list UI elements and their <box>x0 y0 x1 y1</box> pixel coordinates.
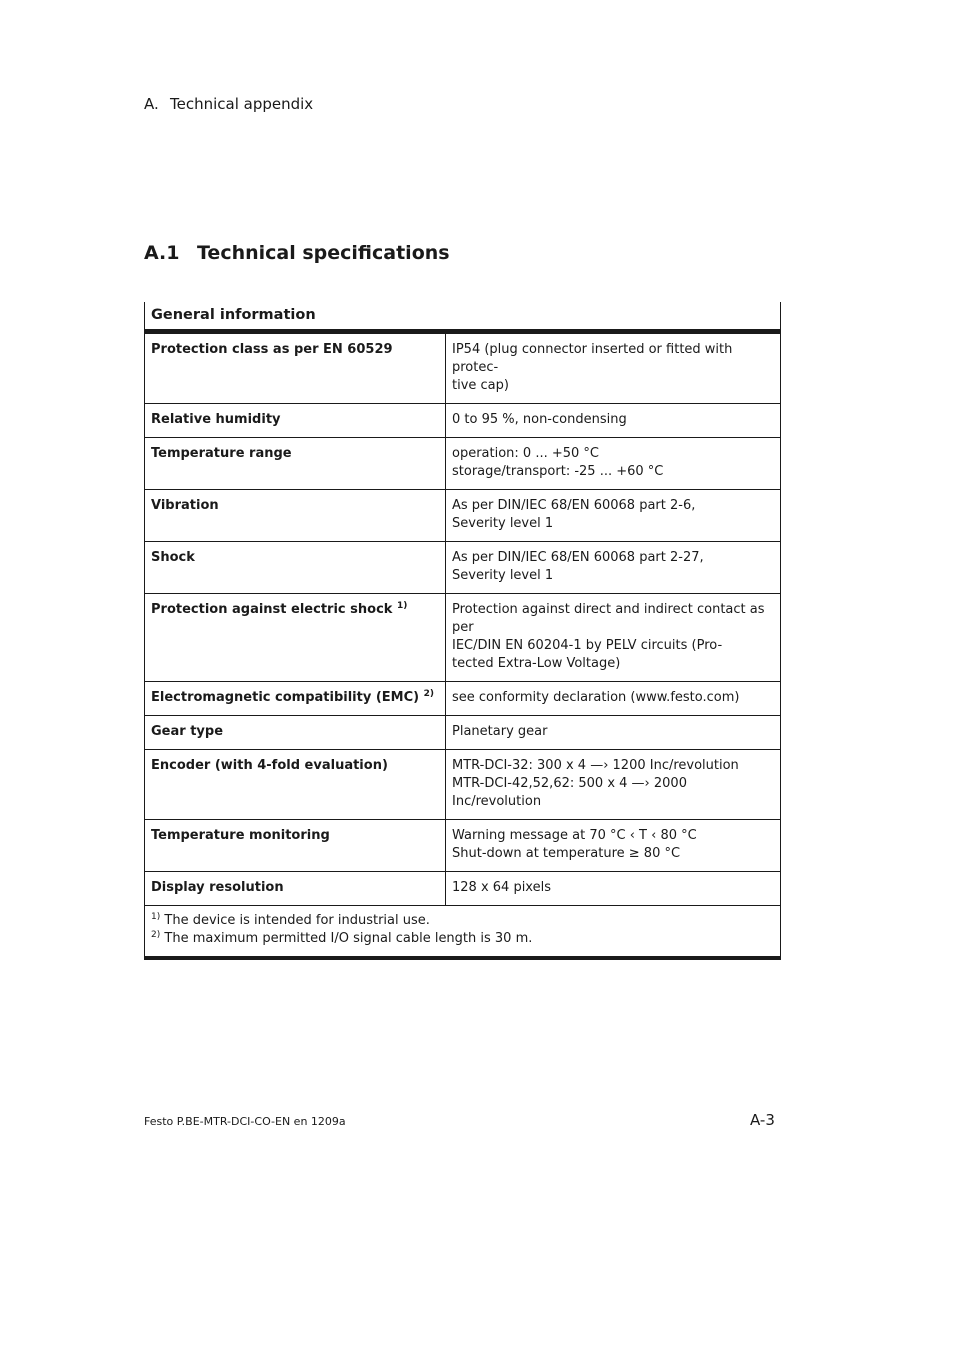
row-label: Electromagnetic compatibility (EMC) $^{2)}$ <box>145 682 446 716</box>
table-row <box>145 332 781 404</box>
row-label: Temperature range <box>145 438 446 490</box>
row-value: As per DIN/IEC 68/EN 60068 part 2-27, Severity level 1 <box>446 542 781 594</box>
footnote-ref: 2) <box>423 689 434 699</box>
table-row <box>145 750 781 820</box>
row-label: Display resolution <box>145 872 446 906</box>
footnote-2: $^{2)}$ The maximum permitted I/O signal cable length is 30 m. <box>151 930 533 946</box>
specifications-table <box>144 302 781 960</box>
footer-document-id: Festo P.BE-MTR-DCI-CO-EN en 1209a <box>144 1115 346 1128</box>
table-row <box>145 490 781 542</box>
row-value: Protection against direct and indirect contact as per IEC/DIN EN 60204-1 by PELV circuits (Pro- tected Extra-Low Voltage) <box>446 594 781 682</box>
row-label: Temperature monitoring <box>145 820 446 872</box>
row-value: MTR-DCI-32: 300 x 4 —› 1200 Inc/revolution MTR-DCI-42,52,62: 500 x 4 —› 2000 Inc/revolution <box>446 750 781 820</box>
running-head-number: A. <box>144 95 159 113</box>
page-number: A-3 <box>750 1111 775 1129</box>
row-label: Gear type <box>145 716 446 750</box>
row-value: IP54 (plug connector inserted or fitted with protec- tive cap) <box>446 332 781 404</box>
row-value: see conformity declaration (www.festo.com) <box>446 682 781 716</box>
table-row <box>145 438 781 490</box>
row-value: Warning message at 70 °C ‹ T ‹ 80 °C Shut-down at temperature ≥ 80 °C <box>446 820 781 872</box>
footnotes <box>145 906 781 959</box>
row-label: Vibration <box>145 490 446 542</box>
table-header: General information <box>145 302 781 332</box>
table-row <box>145 404 781 438</box>
section-title <box>144 242 450 264</box>
row-label: Relative humidity <box>145 404 446 438</box>
row-value: As per DIN/IEC 68/EN 60068 part 2-6, Severity level 1 <box>446 490 781 542</box>
footnotes-row <box>145 906 781 959</box>
table-row <box>145 872 781 906</box>
running-head <box>144 95 313 113</box>
section-number: A.1 <box>144 242 180 264</box>
row-value: Planetary gear <box>446 716 781 750</box>
running-head-title: Technical appendix <box>170 95 314 113</box>
table-row <box>145 682 781 716</box>
table-row <box>145 542 781 594</box>
row-label: Encoder (with 4-fold evaluation) <box>145 750 446 820</box>
table-row <box>145 820 781 872</box>
row-value: 128 x 64 pixels <box>446 872 781 906</box>
row-label: Protection against electric shock $^{1)}$ <box>145 594 446 682</box>
row-value: 0 to 95 %, non-condensing <box>446 404 781 438</box>
section-heading: Technical specifications <box>197 242 450 264</box>
row-value: operation: 0 ... +50 °C storage/transport: -25 ... +60 °C <box>446 438 781 490</box>
table-row <box>145 594 781 682</box>
footnote-ref: 1) <box>396 601 408 611</box>
table-row <box>145 716 781 750</box>
row-label: Shock <box>145 542 446 594</box>
row-label: Protection class as per EN 60529 <box>145 332 446 404</box>
footnote-1: $^{1)}$ The device is intended for industrial use. <box>151 912 430 928</box>
